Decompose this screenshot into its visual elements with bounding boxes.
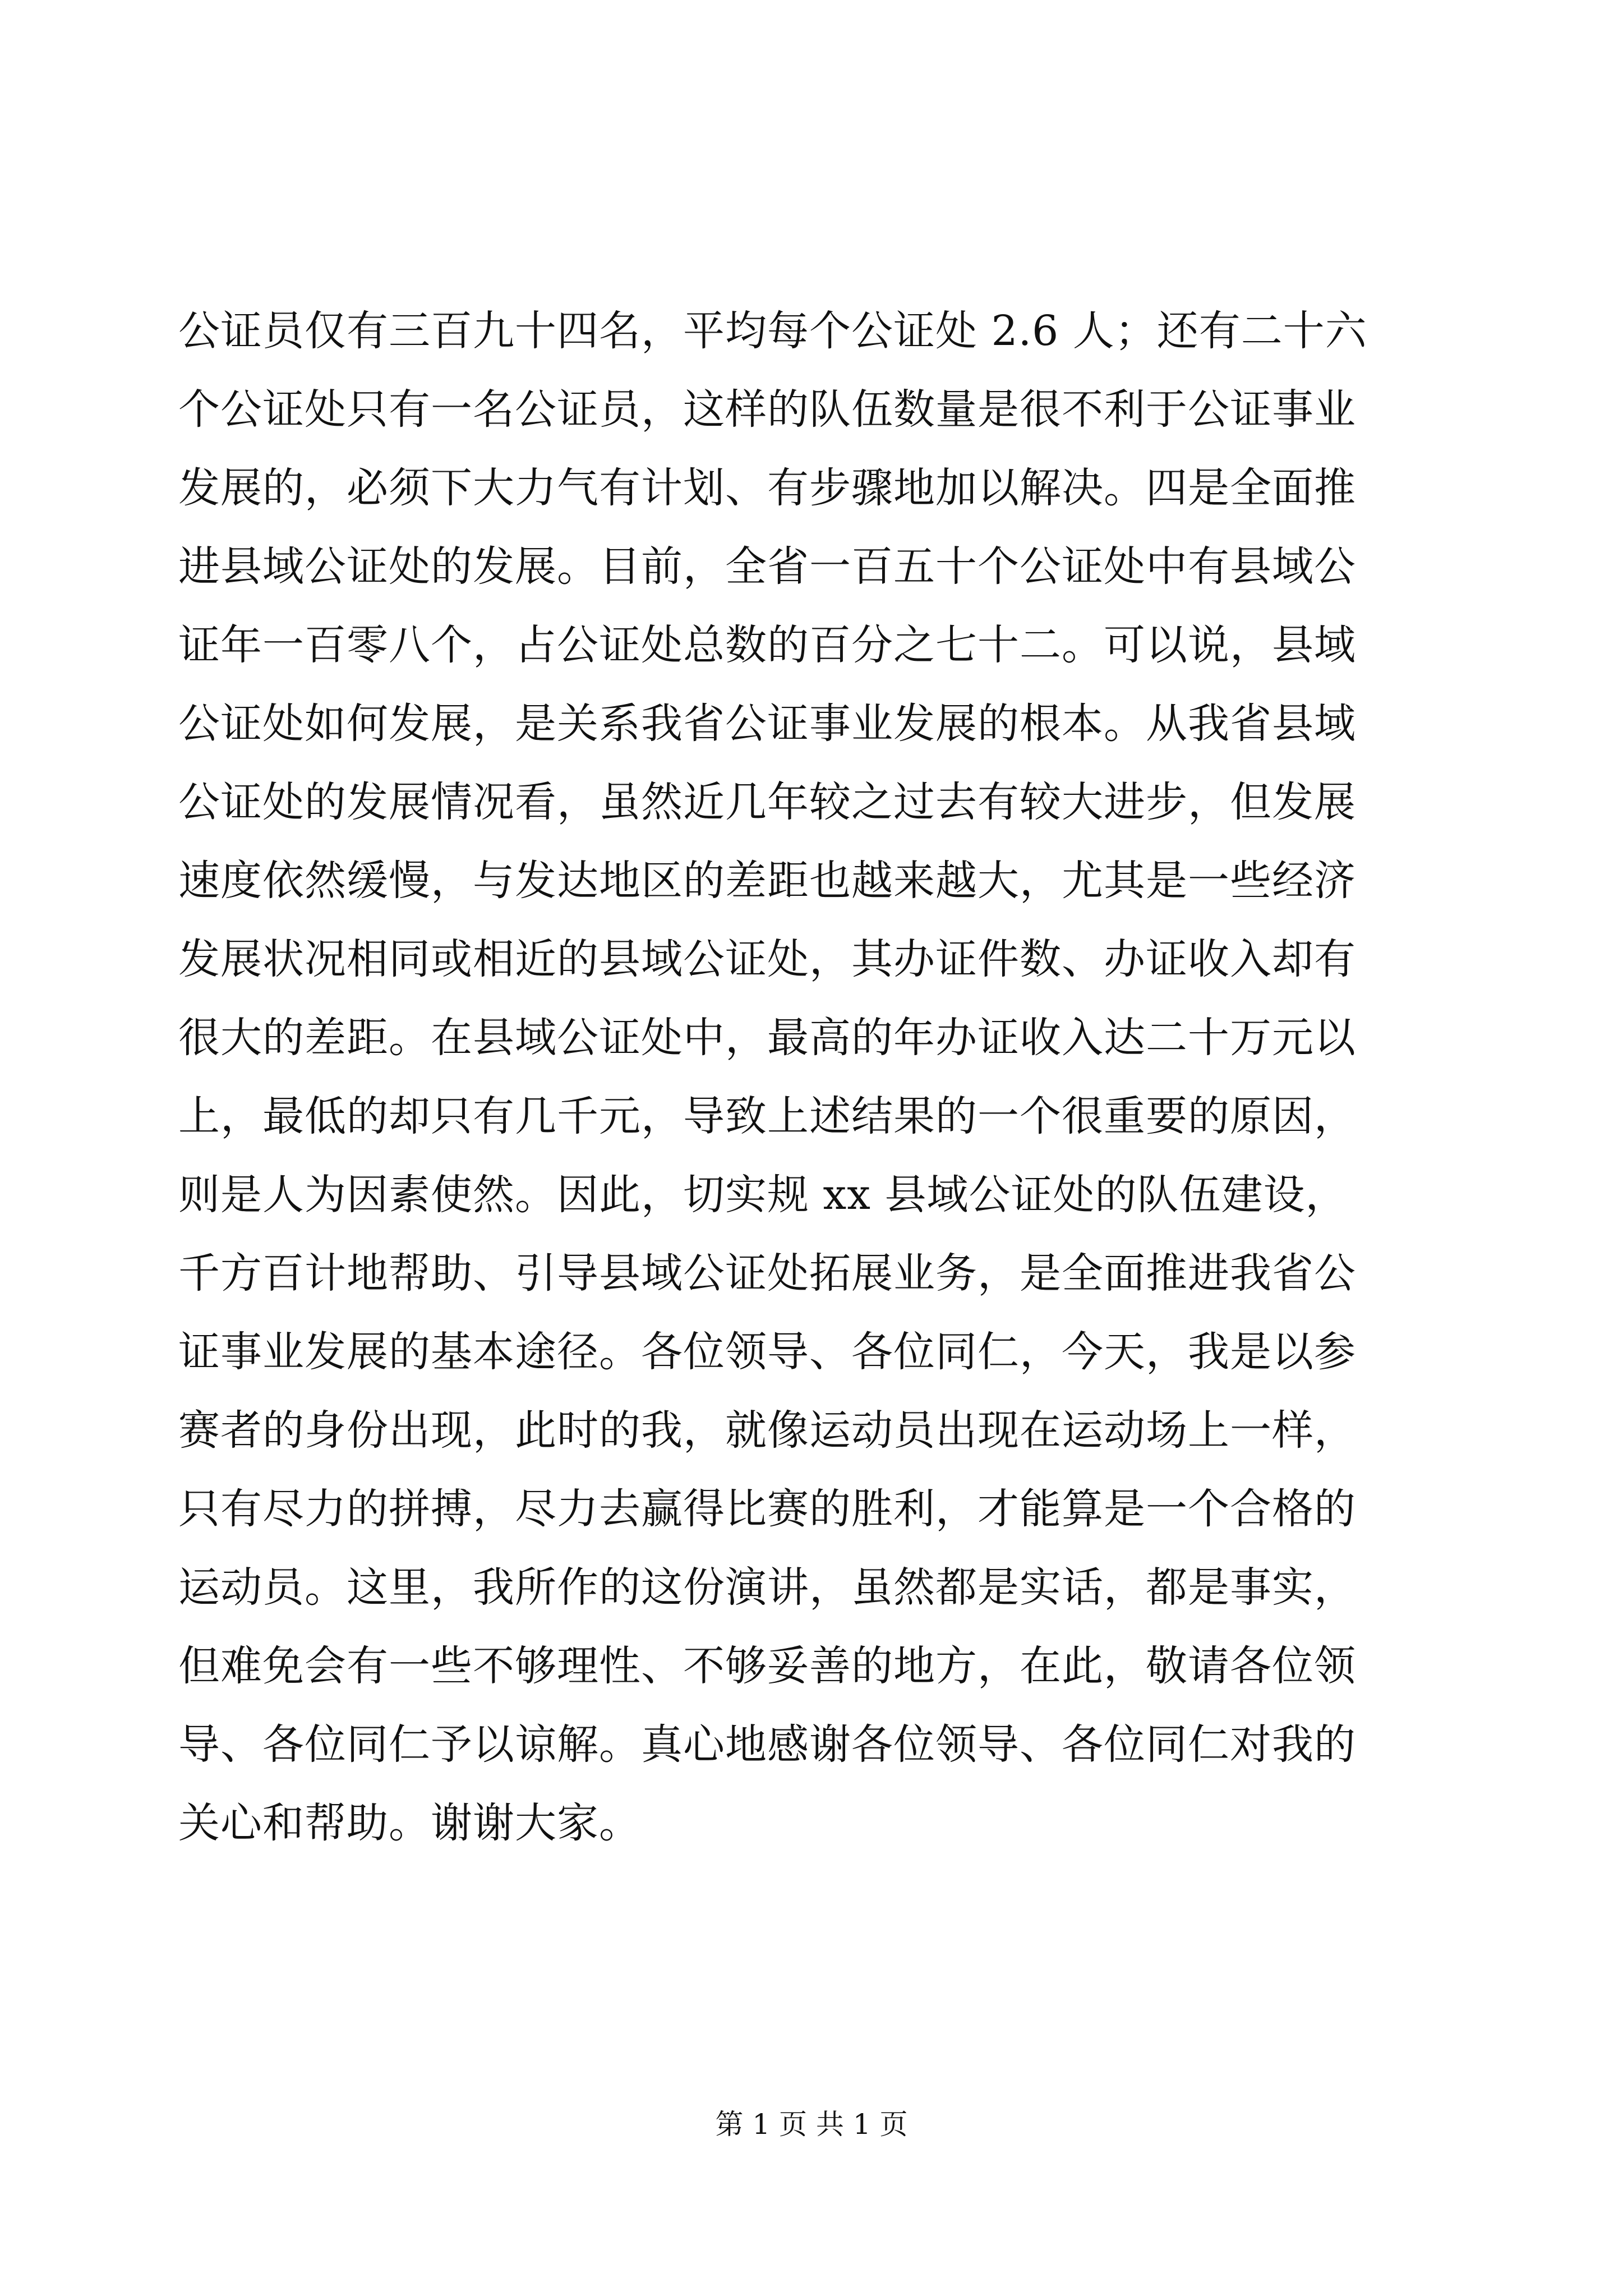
- text-line: 公证员仅有三百九十四名，平均每个公证处 2.6 人；还有二十六: [178, 307, 1367, 355]
- text-line: 很大的差距。在县域公证处中，最高的年办证收入达二十万元以: [178, 1014, 1356, 1062]
- text-line: 赛者的身份出现，此时的我，就像运动员出现在运动场上一样，: [178, 1406, 1356, 1455]
- text-line: 运动员。这里，我所作的这份演讲，虽然都是实话，都是事实，: [178, 1563, 1356, 1612]
- text-line: 证年一百零八个，占公证处总数的百分之七十二。可以说，县域: [178, 621, 1356, 669]
- text-line: 发展状况相同或相近的县域公证处，其办证件数、办证收入却有: [178, 935, 1356, 983]
- text-line: 速度依然缓慢，与发达地区的差距也越来越大，尤其是一些经济: [178, 857, 1356, 905]
- text-line: 则是人为因素使然。因此，切实规 xx 县域公证处的队伍建设，: [178, 1171, 1348, 1219]
- body-text: [178, 292, 1446, 1862]
- text-line: 导、各位同仁予以谅解。真心地感谢各位领导、各位同仁对我的: [178, 1720, 1356, 1769]
- page-number: 第 1 页 共 1 页: [715, 2108, 908, 2141]
- text-line: 发展的，必须下大力气有计划、有步骤地加以解决。四是全面推: [178, 464, 1356, 512]
- text-line: 只有尽力的拼搏，尽力去赢得比赛的胜利，才能算是一个合格的: [178, 1485, 1356, 1533]
- text-line: 但难免会有一些不够理性、不够妥善的地方，在此，敬请各位领: [178, 1642, 1356, 1690]
- text-line: 证事业发展的基本途径。各位领导、各位同仁，今天，我是以参: [178, 1328, 1356, 1376]
- text-line: 公证处如何发展，是关系我省公证事业发展的根本。从我省县域: [178, 700, 1356, 748]
- text-line: 公证处的发展情况看，虽然近几年较之过去有较大进步，但发展: [178, 778, 1356, 826]
- text-line: 个公证处只有一名公证员，这样的队伍数量是很不利于公证事业: [178, 385, 1356, 434]
- text-line: 上，最低的却只有几千元，导致上述结果的一个很重要的原因，: [178, 1092, 1356, 1140]
- text-line: 关心和帮助。谢谢大家。: [178, 1799, 641, 1847]
- page-footer: [0, 2105, 1623, 2144]
- text-line: 千方百计地帮助、引导县域公证处拓展业务，是全面推进我省公: [178, 1249, 1356, 1297]
- text-line: 进县域公证处的发展。目前，全省一百五十个公证处中有县域公: [178, 542, 1356, 591]
